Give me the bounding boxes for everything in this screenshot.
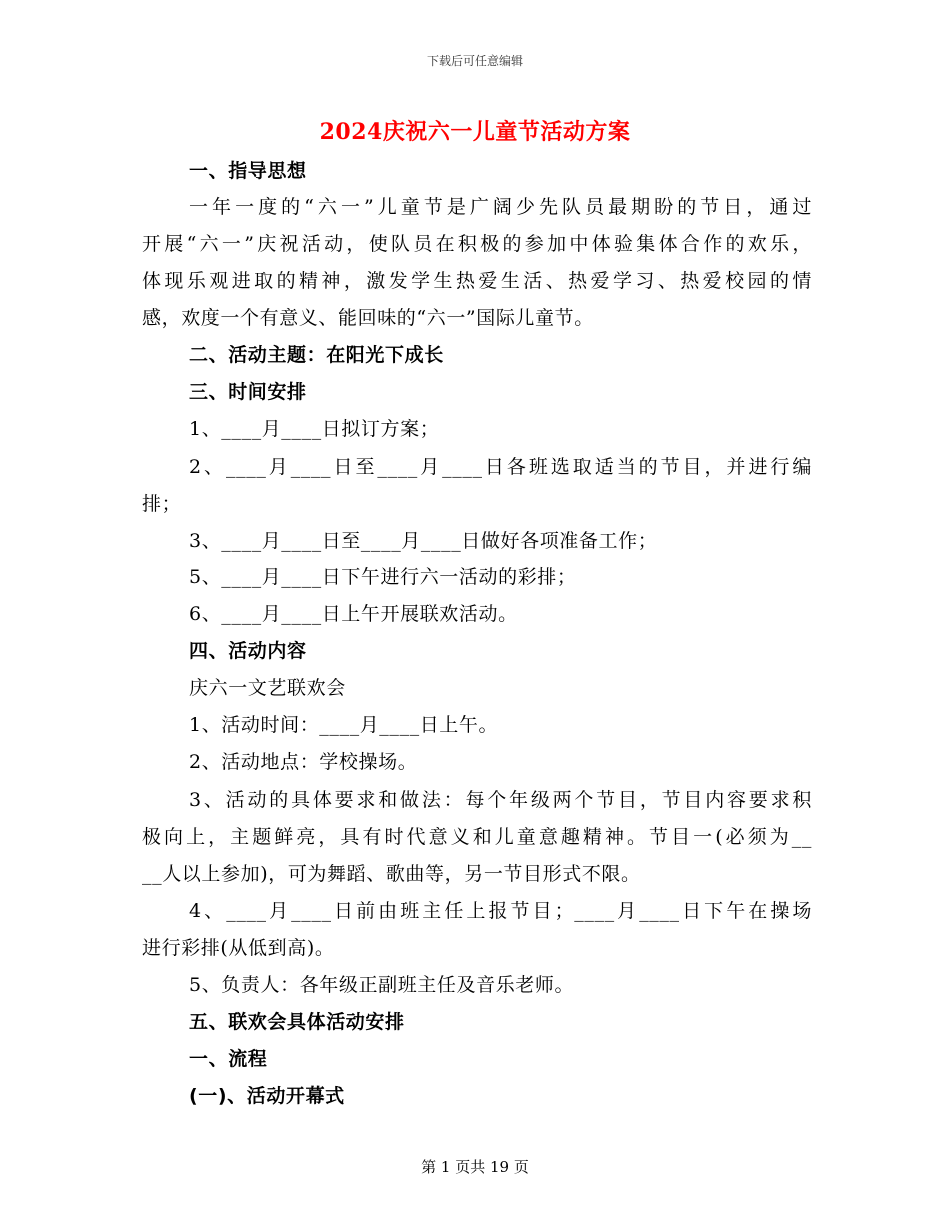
paragraph-line: 一年一度的“六一”儿童节是广阔少先队员最期盼的节日，通过: [189, 196, 812, 218]
section-heading: 一、流程: [189, 1048, 268, 1070]
list-item: 1、____月____日拟订方案；: [189, 418, 440, 440]
list-item-continuation: 极向上，主题鲜亮，具有时代意义和儿童意趣精神。节目一(必须为__: [142, 826, 812, 848]
list-item-continuation: 排；: [142, 493, 182, 515]
list-item: 6、____月____日上午开展联欢活动。: [189, 603, 518, 625]
section-heading: 五、联欢会具体活动安排: [189, 1011, 405, 1033]
list-item: 2、____月____日至____月____日各班选取适当的节目，并进行编: [189, 456, 812, 478]
section-heading: 二、活动主题：在阳光下成长: [189, 344, 444, 366]
list-item: 3、____月____日至____月____日做好各项准备工作；: [189, 530, 658, 552]
list-item-continuation: 进行彩排(从低到高)。: [142, 937, 335, 959]
activity-name: 庆六一文艺联欢会: [189, 677, 346, 699]
section-heading: 三、时间安排: [189, 381, 307, 403]
section-heading: 四、活动内容: [189, 640, 307, 662]
paragraph-line: 体现乐观进取的精神，激发学生热爱生活、热爱学习、热爱校园的情: [142, 270, 812, 292]
paragraph-line: 开展“六一”庆祝活动，使队员在积极的参加中体验集体合作的欢乐，: [142, 233, 812, 255]
page-header: 下载后可任意编辑: [426, 54, 523, 68]
list-item: 5、负责人：各年级正副班主任及音乐老师。: [189, 974, 575, 996]
page-footer: 第 1 页共 19 页: [421, 1158, 529, 1176]
list-item-continuation: __人以上参加)，可为舞蹈、歌曲等，另一节目形式不限。: [142, 863, 641, 885]
paragraph-line: 感，欢度一个有意义、能回味的“六一”国际儿童节。: [142, 307, 594, 329]
section-heading: 一、指导思想: [189, 160, 307, 182]
list-item: 2、活动地点：学校操场。: [189, 751, 418, 773]
list-item: 1、活动时间：____月____日上午。: [189, 714, 499, 736]
document-title: 2024庆祝六一儿童节活动方案: [319, 119, 631, 145]
list-item: 4、____月____日前由班主任上报节目；____月____日下午在操场: [189, 900, 812, 922]
list-item: 3、活动的具体要求和做法：每个年级两个节目，节目内容要求积: [189, 789, 812, 811]
section-heading: (一)、活动开幕式: [189, 1085, 345, 1107]
list-item: 5、____月____日下午进行六一活动的彩排；: [189, 566, 577, 588]
